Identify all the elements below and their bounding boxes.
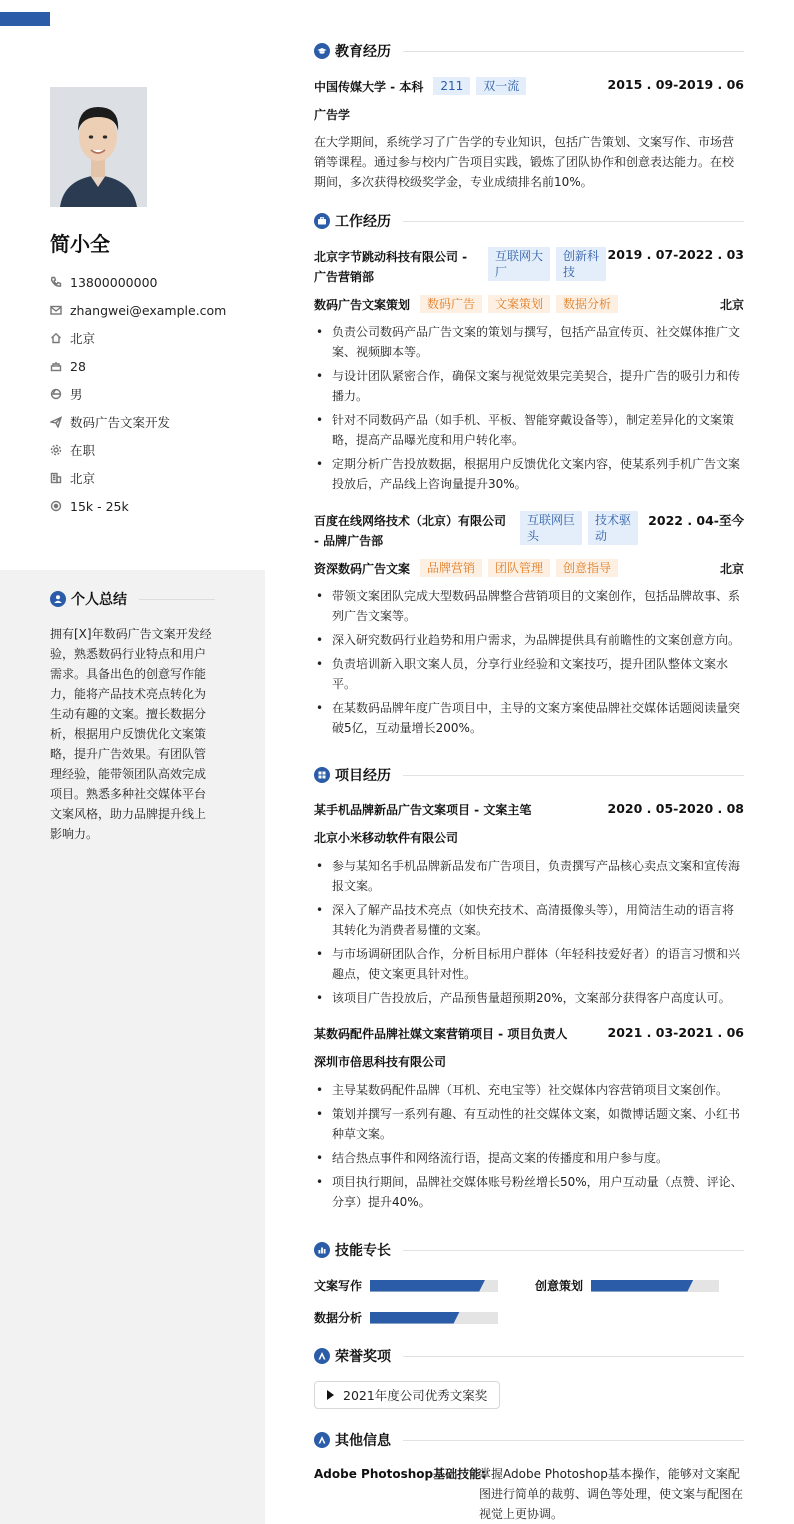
skill-tag: 数据分析 <box>556 295 618 313</box>
project-bullet: • 项目执行期间，品牌社交媒体账号粉丝增长50%，用户互动量（点赞、评论、分享）提升40%。 <box>314 1172 744 1212</box>
left-column <box>0 0 265 1524</box>
skill-item <box>535 1277 719 1294</box>
summary-text: 拥有[X]年数码广告文案开发经验，熟悉数码行业特点和用户需求。具备出色的创意写作能力，能将产品技术亮点转化为生动有趣的文案。擅长数据分析，根据用户反馈优化文案策略，提升广告效果。有团队管理经验，能带领团队高效完成项目。熟悉多种社交媒体平台文案风格，助力品牌提升线上影响力。 <box>50 627 212 841</box>
project-bullet: • 主导某数码配件品牌（耳机、充电宝等）社交媒体内容营销项目文案创作。 <box>314 1080 744 1100</box>
play-icon <box>327 1390 334 1400</box>
project-bullet: • 参与某知名手机品牌新品发布广告项目，负责撰写产品核心卖点文案和宣传海报文案。 <box>314 856 744 896</box>
skill-bar-track <box>370 1280 498 1292</box>
skill-tag: 创意指导 <box>556 559 618 577</box>
school-tag: 211 <box>433 77 470 95</box>
project-date: 2021 . 03-2021 . 06 <box>607 1025 744 1040</box>
company-tag: 互联网大厂 <box>488 247 550 281</box>
honors-title: 荣誉奖项 <box>335 1349 391 1365</box>
project-bullet: • 与市场调研团队合作，分析目标用户群体（年轻科技爱好者）的语言习惯和兴趣点，使文案更具针对性。 <box>314 944 744 984</box>
divider <box>403 221 744 222</box>
coin-icon <box>50 500 70 512</box>
skill-tag: 文案策划 <box>488 295 550 313</box>
info-status <box>50 436 250 464</box>
salary-value: 15k - 25k <box>70 498 129 514</box>
job-bullet: • 定期分析广告投放数据，根据用户反馈优化文案内容，使某系列手机广告文案投放后，产品线上咨询量提升30%。 <box>314 454 744 494</box>
job-role: 资深数码广告文案 <box>314 561 411 576</box>
bar-chart-icon <box>314 1242 330 1258</box>
work-heading <box>314 211 744 231</box>
mail-icon <box>50 304 70 316</box>
skills-heading <box>314 1240 744 1260</box>
status-value: 在职 <box>70 443 96 458</box>
education-desc: 在大学期间，系统学习了广告学的专业知识，包括广告策划、文案写作、市场营销等课程。通过参与校内广告项目实践，锻炼了团队协作和创意表达能力。在校期间，多次获得校级奖学金，专业成绩排名前10%。 <box>314 135 735 189</box>
education-heading <box>314 41 744 61</box>
project-name: 某数码配件品牌社媒文案营销项目 - 项目负责人 <box>314 1027 568 1041</box>
other-text: 掌握Adobe Photoshop基本操作，能够对文案配图进行简单的裁剪、调色等处理，使文案与配图在视觉上更协调。 <box>479 1467 744 1521</box>
skill-bar-fill <box>370 1312 460 1324</box>
job-bullet: • 与设计团队紧密合作，确保文案与视觉效果完美契合，提升广告的吸引力和传播力。 <box>314 366 744 406</box>
education-date: 2015 . 09-2019 . 06 <box>607 77 744 92</box>
major: 广告学 <box>314 108 351 122</box>
projects-title: 项目经历 <box>335 768 391 784</box>
project-header <box>314 801 744 818</box>
project-bullet: • 结合热点事件和网络流行语，提高文案的传播度和用户参与度。 <box>314 1148 744 1168</box>
info-target-job <box>50 408 250 436</box>
skill-name: 创意策划 <box>535 1279 584 1293</box>
job-bullet: • 在某数码品牌年度广告项目中，主导的文案方案使品牌社交媒体话题阅读量突破5亿，互动量增长200%。 <box>314 698 744 738</box>
company-tag: 互联网巨头 <box>520 511 582 545</box>
phone-value: 13800000000 <box>70 274 158 290</box>
email-value: zhangwei@example.com <box>70 302 227 318</box>
award-label: 2021年度公司优秀文案奖 <box>343 1388 488 1403</box>
education-row <box>314 77 744 95</box>
building-icon <box>50 472 70 484</box>
award-icon <box>314 1348 330 1364</box>
location-value: 北京 <box>70 331 96 346</box>
job-bullet: • 深入研究数码行业趋势和用户需求，为品牌提供具有前瞻性的文案创意方向。 <box>314 630 744 650</box>
skill-item <box>314 1277 498 1294</box>
job-role-row <box>314 559 744 577</box>
work-title: 工作经历 <box>335 214 391 230</box>
target-job-value: 数码广告文案开发 <box>70 415 171 430</box>
other-title: 其他信息 <box>335 1433 391 1449</box>
project-date: 2020 . 05-2020 . 08 <box>607 801 744 816</box>
other-heading <box>314 1430 744 1450</box>
divider <box>403 1250 744 1251</box>
skill-tag: 数码广告 <box>420 295 482 313</box>
job-city: 北京 <box>719 297 744 312</box>
info-location <box>50 324 250 352</box>
candidate-name: 简小全 <box>50 232 110 256</box>
briefcase-icon <box>314 213 330 229</box>
job-bullet: • 负责培训新入职文案人员，分享行业经验和文案技巧，提升团队整体文案水平。 <box>314 654 744 694</box>
skill-bar-fill <box>370 1280 485 1292</box>
honors-heading <box>314 1346 744 1366</box>
phone-icon <box>50 276 70 288</box>
company-name: 北京字节跳动科技有限公司 - 广告营销部 <box>314 250 468 284</box>
project-bullet: • 该项目广告投放后，产品预售量超预期20%，文案部分获得客户高度认可。 <box>314 988 744 1008</box>
job-bullet: • 带领文案团队完成大型数码品牌整合营销项目的文案创作，包括品牌故事、系列广告文案等。 <box>314 586 744 626</box>
job-header <box>314 511 744 551</box>
school-tag: 双一流 <box>476 77 526 95</box>
job-bullet: • 针对不同数码产品（如手机、平板、智能穿戴设备等），制定差异化的文案策略，提高产品曝光度和用户转化率。 <box>314 410 744 450</box>
summary-heading <box>50 589 215 609</box>
summary-title: 个人总结 <box>71 592 127 608</box>
send-icon <box>50 416 70 428</box>
skill-name: 文案写作 <box>314 1279 363 1293</box>
graduation-cap-icon <box>314 43 330 59</box>
skills-title: 技能专长 <box>335 1243 391 1259</box>
job-header <box>314 247 744 287</box>
project-bullet: • 深入了解产品技术亮点（如快充技术、高清摄像头等），用简洁生动的语言将其转化为消费者易懂的文案。 <box>314 900 744 940</box>
education-title: 教育经历 <box>335 44 391 60</box>
grid-icon <box>314 767 330 783</box>
project-header <box>314 1025 744 1042</box>
skill-tag: 团队管理 <box>488 559 550 577</box>
divider <box>403 775 744 776</box>
target-city-value: 北京 <box>70 471 96 486</box>
info-icon <box>314 1432 330 1448</box>
info-email <box>50 296 250 324</box>
divider <box>139 599 215 600</box>
company-tag: 创新科技 <box>556 247 606 281</box>
project-org: 北京小米移动软件有限公司 <box>314 831 459 845</box>
project-bullet: • 策划并撰写一系列有趣、有互动性的社交媒体文案，如微博话题文案、小红书种草文案。 <box>314 1104 744 1144</box>
job-bullet: • 负责公司数码产品广告文案的策划与撰写，包括产品宣传页、社交媒体推广文案、视频脚本等。 <box>314 322 744 362</box>
gender-value: 男 <box>70 387 83 402</box>
job-date: 2022 . 04-至今 <box>648 513 744 528</box>
skill-bar-track <box>591 1280 719 1292</box>
skill-tag: 品牌营销 <box>420 559 482 577</box>
school-name: 中国传媒大学 - 本科 <box>314 79 424 94</box>
skill-item <box>314 1309 498 1326</box>
projects-heading <box>314 765 744 785</box>
gear-icon <box>50 444 70 456</box>
info-age <box>50 352 250 380</box>
job-city: 北京 <box>719 561 744 576</box>
info-phone <box>50 268 250 296</box>
skill-name: 数据分析 <box>314 1311 363 1325</box>
cake-icon <box>50 360 70 372</box>
info-gender <box>50 380 250 408</box>
avatar <box>50 87 147 207</box>
contact-info-list <box>50 268 250 520</box>
award-item[interactable] <box>314 1381 500 1409</box>
company-tag: 技术驱动 <box>588 511 638 545</box>
person-icon <box>50 591 66 607</box>
avatar-photo <box>50 87 147 207</box>
other-label: Adobe Photoshop基础技能: <box>314 1467 486 1481</box>
age-value: 28 <box>70 358 86 374</box>
home-icon <box>50 332 70 344</box>
divider <box>403 1356 744 1357</box>
divider <box>403 51 744 52</box>
skill-bar-track <box>370 1312 498 1324</box>
project-org: 深圳市倍思科技有限公司 <box>314 1055 447 1069</box>
job-role: 数码广告文案策划 <box>314 297 411 312</box>
info-target-city <box>50 464 250 492</box>
job-date: 2019 . 07-2022 . 03 <box>607 247 744 262</box>
info-salary <box>50 492 250 520</box>
divider <box>403 1440 744 1441</box>
job-role-row <box>314 295 744 313</box>
skill-bar-fill <box>591 1280 693 1292</box>
project-name: 某手机品牌新品广告文案项目 - 文案主笔 <box>314 803 532 817</box>
user-icon <box>50 388 70 400</box>
company-name: 百度在线网络技术（北京）有限公司 - 品牌广告部 <box>314 514 507 548</box>
